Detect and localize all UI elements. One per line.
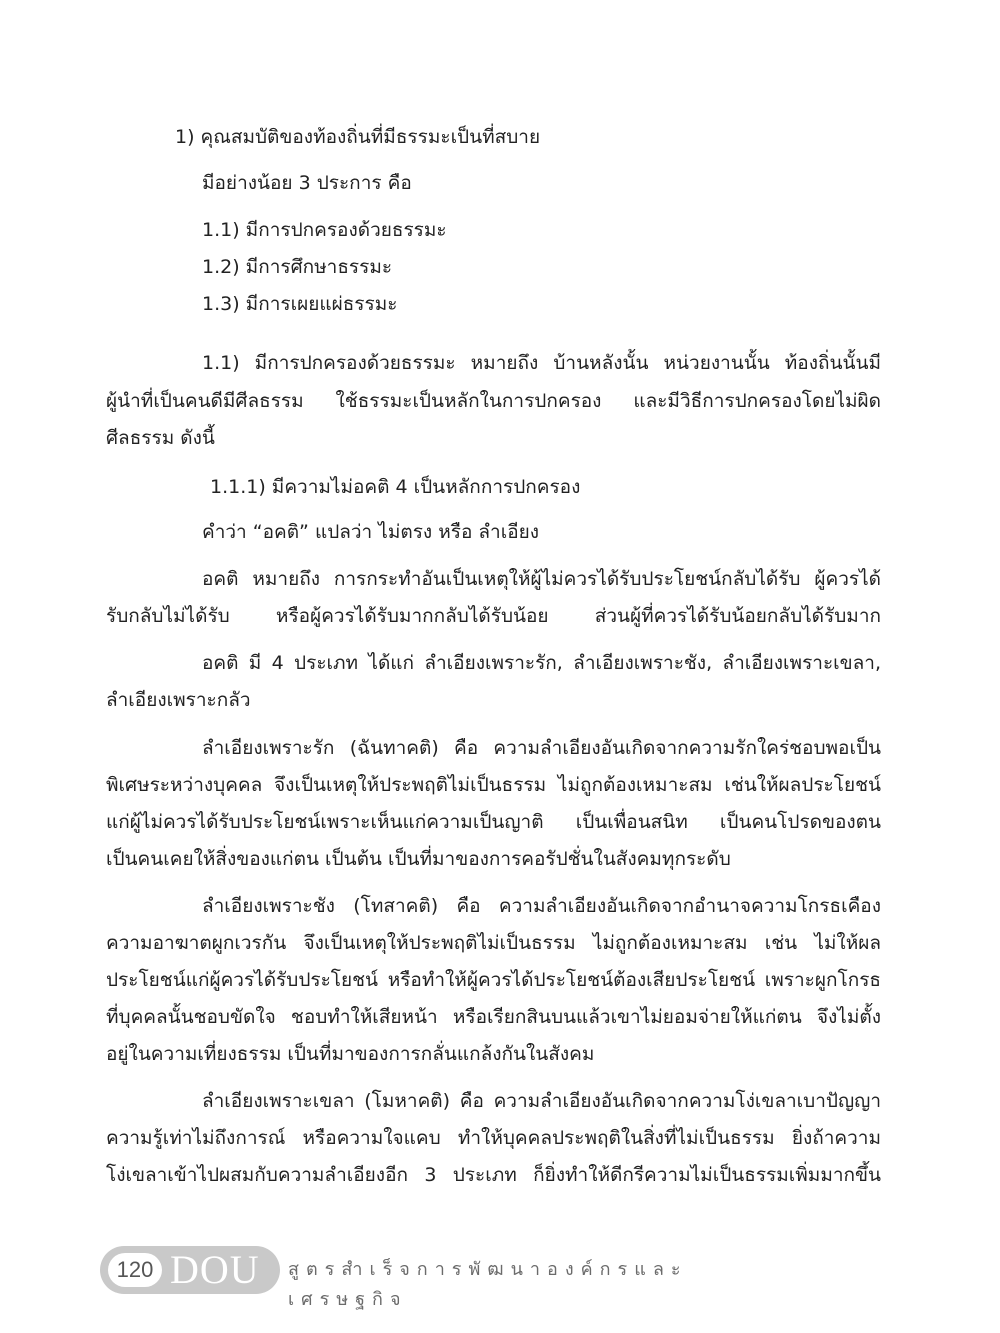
section-heading: 1) คุณสมบัติของท้องถิ่นที่มีธรรมะเป็นที่สบาย (175, 126, 541, 148)
course-title: สูตรสำเร็จการพัฒนาองค์กรและเศรษฐกิจ (288, 1259, 688, 1310)
definition-line: คำว่า “อคติ” แปลว่า ไม่ตรง หรือ ลำเอียง (202, 521, 540, 543)
paragraph-line: โง่เขลาเข้าไปผสมกับความลำเอียงอีก 3 ประเภท ก็ยิ่งทำให้ดีกรีความไม่เป็นธรรมเพิ่มมากขึ้น (106, 1164, 881, 1186)
subsection-heading: 1.1.1) มีความไม่อคติ 4 เป็นหลักการปกครอง (210, 476, 581, 498)
paragraph-line: พิเศษระหว่างบุคคล จึงเป็นเหตุให้ประพฤติไม่เป็นธรรม ไม่ถูกต้องเหมาะสม เช่นให้ผลประโยชน์ (106, 774, 881, 796)
paragraph-line: ลำเอียงเพราะรัก (ฉันทาคติ) คือ ความลำเอียงอันเกิดจากความรักใคร่ชอบพอเป็น (202, 737, 881, 759)
paragraph-line: ลำเอียงเพราะกลัว (106, 689, 251, 711)
paragraph-line: ความรู้เท่าไม่ถึงการณ์ หรือความใจแคบ ทำให้บุคคลประพฤติในสิ่งที่ไม่เป็นธรรม ยิ่งถ้าความ (106, 1127, 881, 1149)
paragraph-line: ที่บุคคลนั้นชอบขัดใจ ชอบทำให้เสียหน้า หรือเรียกสินบนแล้วเขาไม่ยอมจ่ายให้แก่ตน จึงไม่ตั้ง (106, 1006, 881, 1028)
list-item: 1.3) มีการเผยแผ่ธรรมะ (202, 293, 398, 315)
paragraph-line: เป็นคนเคยให้สิ่งของแก่ตน เป็นต้น เป็นที่มาของการคอรัปชั่นในสังคมทุกระดับ (106, 848, 731, 870)
list-item: 1.2) มีการศึกษาธรรมะ (202, 256, 393, 278)
paragraph-line: อยู่ในความเที่ยงธรรม เป็นที่มาของการกลั่นแกล้งกันในสังคม (106, 1043, 595, 1065)
paragraph-line: 1.1) มีการปกครองด้วยธรรมะ หมายถึง บ้านหลังนั้น หน่วยงานนั้น ท้องถิ่นนั้นมี (202, 352, 881, 374)
paragraph-line: แก่ผู้ไม่ควรได้รับประโยชน์เพราะเห็นแก่ความเป็นญาติ เป็นเพื่อนสนิท เป็นคนโปรดของตน (106, 811, 881, 833)
paragraph-line: ลำเอียงเพราะชัง (โทสาคติ) คือ ความลำเอียงอันเกิดจากอำนาจความโกรธเคือง (202, 895, 881, 917)
page-number: 120 (108, 1253, 162, 1287)
paragraph-line: รับกลับไม่ได้รับ หรือผู้ควรได้รับมากกลับได้รับน้อย ส่วนผู้ที่ควรได้รับน้อยกลับได้รับมาก (106, 605, 881, 627)
section-subtitle: มีอย่างน้อย 3 ประการ คือ (202, 172, 412, 194)
paragraph-line: ประโยชน์แก่ผู้ควรได้รับประโยชน์ หรือทำให้ผู้ควรได้ประโยชน์ต้องเสียประโยชน์ เพราะผูกโกรธ (106, 969, 881, 991)
paragraph-line: ความอาฆาตผูกเวรกัน จึงเป็นเหตุให้ประพฤติไม่เป็นธรรม ไม่ถูกต้องเหมาะสม เช่น ไม่ให้ผล (106, 932, 881, 954)
paragraph-line: ศีลธรรม ดังนี้ (106, 427, 215, 449)
page-footer (100, 1246, 780, 1310)
paragraph-line: ลำเอียงเพราะเขลา (โมหาคติ) คือ ความลำเอียงอันเกิดจากความโง่เขลาเบาปัญญา (202, 1090, 881, 1112)
brand-logo: DOU (170, 1247, 260, 1292)
paragraph-line: อคติ มี 4 ประเภท ได้แก่ ลำเอียงเพราะรัก, ลำเอียงเพราะชัง, ลำเอียงเพราะเขลา, (202, 652, 881, 674)
footer-badge (100, 1246, 280, 1294)
paragraph-line: ผู้นำที่เป็นคนดีมีศีลธรรม ใช้ธรรมะเป็นหลักในการปกครอง และมีวิธีการปกครองโดยไม่ผิด (106, 390, 881, 412)
paragraph-line: อคติ หมายถึง การกระทำอันเป็นเหตุให้ผู้ไม่ควรได้รับประโยชน์กลับได้รับ ผู้ควรได้ (202, 568, 881, 590)
list-item: 1.1) มีการปกครองด้วยธรรมะ (202, 219, 447, 241)
